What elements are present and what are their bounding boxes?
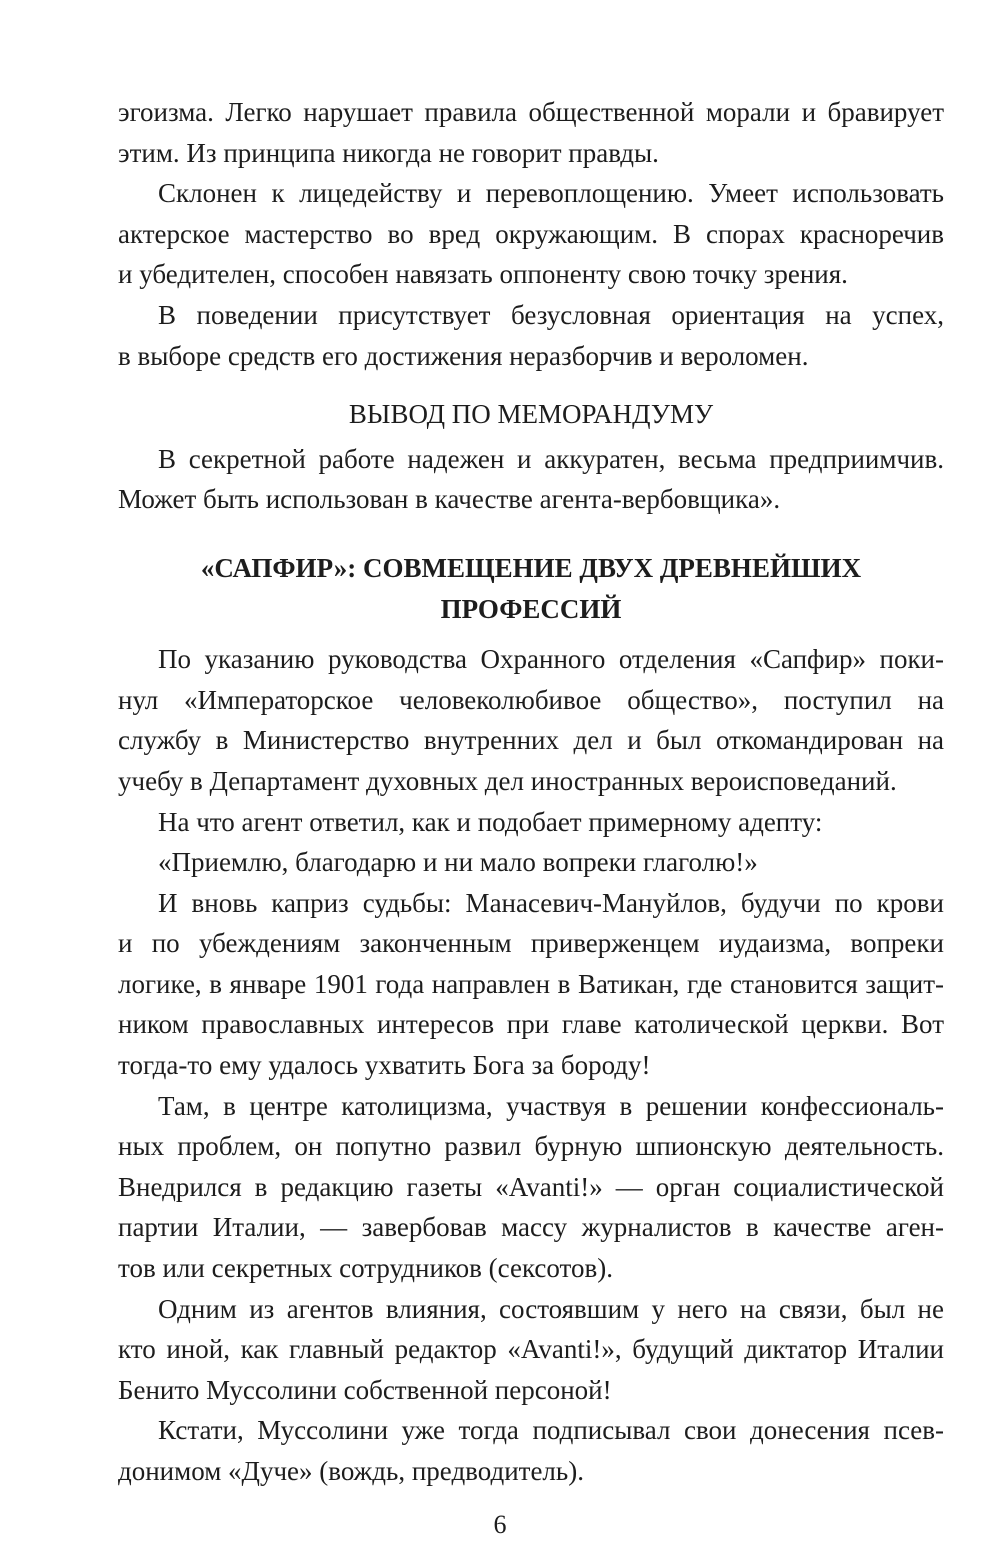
- text-line: в выборе средств его достижения неразборчив и вероломен.: [118, 340, 809, 371]
- section-title-line: ПРОФЕССИЙ: [440, 593, 622, 624]
- text-line: нул «Императорское человеколюбивое общество», поступил на: [118, 684, 944, 715]
- text-line: и по убеждениям законченным приверженцем иудаизма, вопреки: [118, 928, 944, 959]
- text-line: партии Италии, — завербовав массу журналистов в качестве аген-: [118, 1212, 944, 1243]
- text-line: эгоизма. Легко нарушает правила общественной морали и бравирует: [118, 97, 944, 127]
- paragraph-conclusion: [118, 439, 944, 520]
- text-line: Бенито Муссолини собственной персоной!: [118, 1374, 612, 1405]
- text-line: «Приемлю, благодарю и ни мало вопреки глаголю!»: [158, 847, 758, 878]
- text-line: логике, в январе 1901 года направлен в Ватикан, где становится защит-: [118, 968, 944, 999]
- section-title: [118, 548, 944, 629]
- text-line: И вновь каприз судьбы: Манасевич-Мануйлов, будучи по крови: [158, 887, 944, 918]
- paragraph-success: [118, 295, 944, 376]
- text-line: тогда-то ему удалось ухватить Бога за бороду!: [118, 1050, 651, 1081]
- text-line: В секретной работе надежен и аккуратен, весьма предприимчив.: [158, 443, 944, 474]
- text-line: и убедителен, способен навязать оппоненту свою точку зрения.: [118, 259, 848, 290]
- heading-conclusion: ВЫВОД ПО МЕМОРАНДУМУ: [348, 399, 714, 430]
- paragraph-intro: [118, 92, 944, 173]
- text-line: службу в Министерство внутренних дел и был откомандирован на: [118, 725, 944, 756]
- text-line: Кстати, Муссолини уже тогда подписывал свои донесения псев-: [158, 1415, 944, 1446]
- text-line: По указанию руководства Охранного отделения «Сапфир» поки-: [158, 644, 944, 675]
- text-line: Склонен к лицедейству и перевоплощению. Умеет использовать: [158, 178, 944, 209]
- book-page-text: [118, 92, 944, 1492]
- text-line: кто иной, как главный редактор «Avanti!», будущий диктатор Италии: [118, 1334, 944, 1365]
- text-line: ником православных интересов при главе католической церкви. Вот: [118, 1009, 944, 1040]
- text-line: Там, в центре католицизма, участвуя в решении конфессиональ-: [158, 1090, 944, 1121]
- paragraph: [118, 1410, 944, 1491]
- text-line: На что агент ответил, как и подобает примерному адепту:: [158, 806, 823, 837]
- paragraph: [118, 1289, 944, 1411]
- section-title-line: «САПФИР»: СОВМЕЩЕНИЕ ДВУХ ДРЕВНЕЙШИХ: [200, 552, 862, 583]
- section-body: [118, 639, 944, 1491]
- text-line: Может быть использован в качестве агента-вербовщика».: [118, 484, 781, 515]
- text-line: В поведении присутствует безусловная ориентация на успех,: [158, 299, 944, 330]
- paragraph: [118, 802, 944, 843]
- text-line: тов или секретных сотрудников (сексотов).: [118, 1253, 613, 1284]
- page-number: 6: [493, 1510, 507, 1539]
- paragraph: [118, 1086, 944, 1289]
- paragraph: [118, 639, 944, 801]
- text-line: Одним из агентов влияния, состоявшим у него на связи, был не: [158, 1293, 944, 1324]
- text-line: этим. Из принципа никогда не говорит правды.: [118, 137, 659, 168]
- paragraph: [118, 883, 944, 1086]
- paragraph-acting: [118, 173, 944, 295]
- text-line: учебу в Департамент духовных дел иностранных вероисповеданий.: [118, 765, 897, 796]
- text-line: Внедрился в редакцию газеты «Avanti!» — орган социалистической: [118, 1171, 944, 1202]
- text-line: донимом «Дуче» (вождь, предводитель).: [118, 1456, 584, 1486]
- text-line: актерское мастерство во вред окружающим. В спорах красноречив: [118, 218, 944, 249]
- text-line: ных проблем, он попутно развил бурную шпионскую деятельность.: [118, 1131, 944, 1162]
- paragraph: [118, 842, 944, 883]
